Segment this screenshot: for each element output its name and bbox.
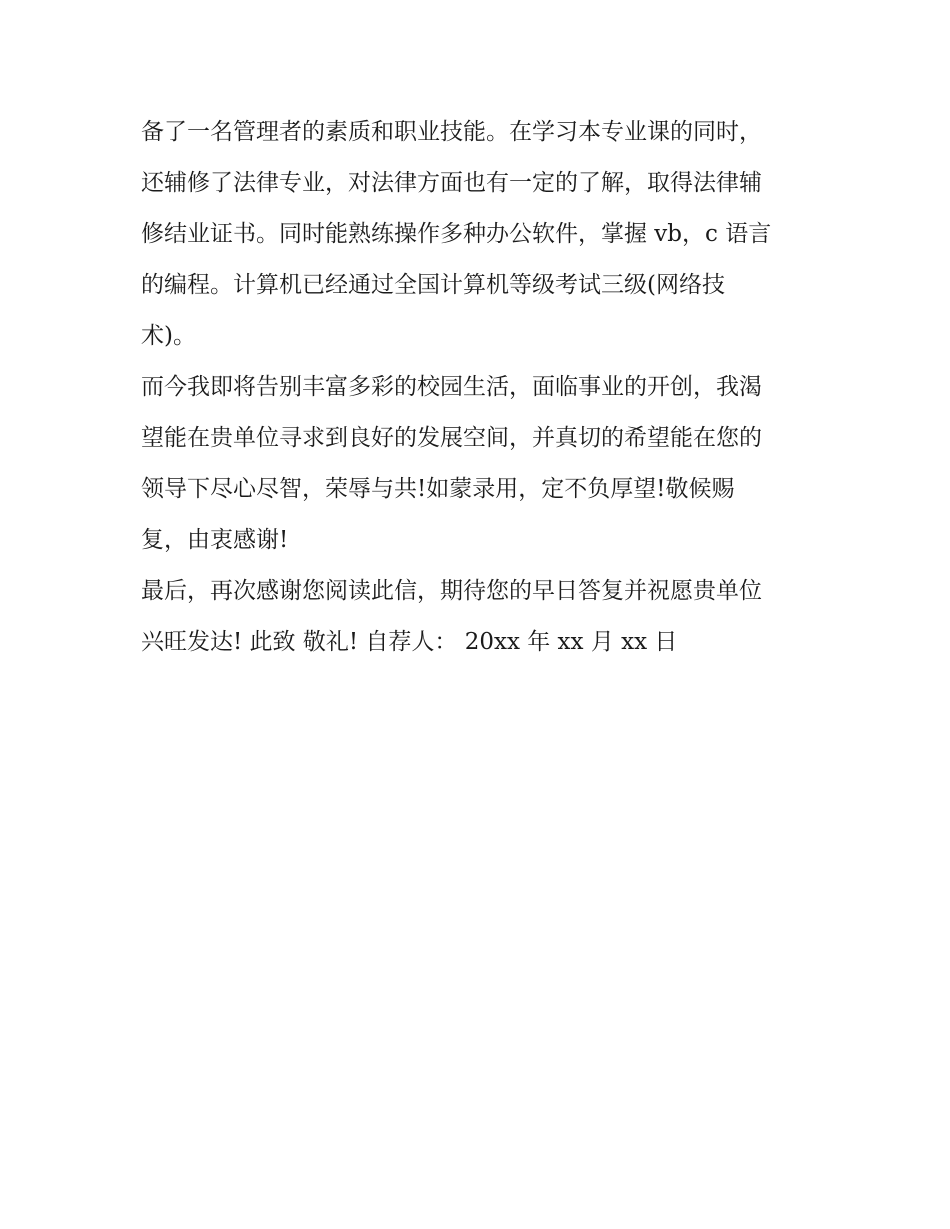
text-line: 备了一名管理者的素质和职业技能。在学习本专业课的同时，	[141, 119, 762, 145]
signature-date-line: 兴旺发达! 此致 敬礼! 自荐人： 20xx 年 xx 月 xx 日	[141, 629, 678, 655]
text-line: 的编程。计算机已经通过全国计算机等级考试三级(网络技	[141, 272, 725, 298]
text-line: 术)。	[141, 323, 196, 349]
text-line: 而今我即将告别丰富多彩的校园生活，面临事业的开创，我渴	[141, 374, 762, 400]
text-line: 修结业证书。同时能熟练操作多种办公软件，掌握 vb，c 语言	[141, 221, 772, 247]
text-line: 望能在贵单位寻求到良好的发展空间，并真切的希望能在您的	[141, 425, 762, 451]
text-line: 还辅修了法律专业，对法律方面也有一定的了解，取得法律辅	[141, 170, 762, 196]
text-line: 最后，再次感谢您阅读此信，期待您的早日答复并祝愿贵单位	[141, 578, 762, 604]
text-line: 领导下尽心尽智，荣辱与共!如蒙录用，定不负厚望!敬候赐	[141, 476, 735, 502]
letter-body	[141, 107, 821, 668]
text-line: 复，由衷感谢!	[141, 527, 289, 553]
